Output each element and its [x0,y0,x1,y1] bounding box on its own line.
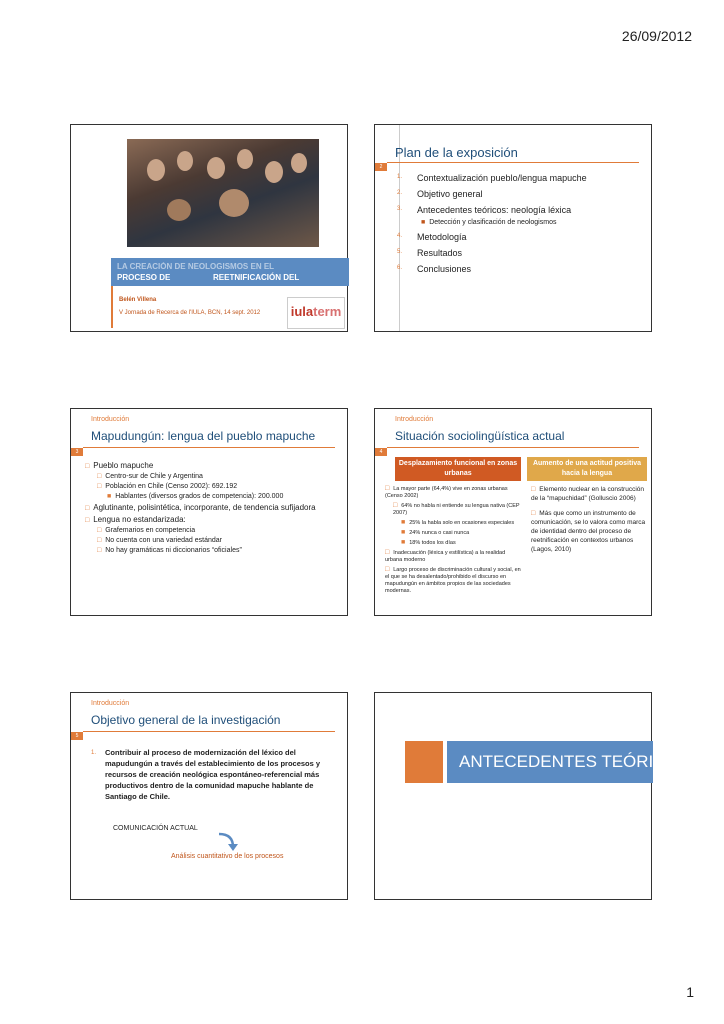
list-item: □ Lengua no estandarizada: [85,515,186,524]
section-title: ANTECEDENTES TEÓRICOS [447,741,653,783]
slide-number: 5 [71,732,83,740]
right-column-header: Aumento de una actitud positiva hacia la lengua [527,457,647,481]
list-item: □ No cuenta con una variedad estándar [97,537,222,544]
slide-title: Situación sociolingüística actual [395,429,565,443]
section-label: Introducción [91,700,130,707]
list-item: 5. Resultados [397,248,463,258]
left-column-list [385,485,523,597]
list-item: ■ 24% nunca o casi nunca [401,529,470,536]
list-item: 4. Metodología [397,232,467,242]
slide-number: 2 [375,163,387,171]
event-name: V Jornada de Recerca de l'IULA, BCN, 14 sept. 2012 [119,310,261,316]
agenda-list [397,173,587,280]
list-item: 3. Antecedentes teóricos: neología léxica [397,205,572,215]
list-item: □ No hay gramáticas ni diccionarios “oficiales” [97,547,242,554]
list-item: □ Grafemarios en competencia [97,527,196,534]
list-item: 1. Contextualización pueblo/lengua mapuche [397,173,587,183]
slide-6-section-header [374,692,691,900]
section-label: Introducción [91,416,130,423]
slide-2-plan [374,124,652,332]
list-item: ■ 18% todos los días [401,539,456,546]
accent-block [405,741,443,783]
print-date: 26/09/2012 [621,28,692,44]
slide-number: 4 [375,448,387,456]
slide-number: 3 [71,448,83,456]
left-column-header: Desplazamiento funcional en zonas urbanas [395,457,521,481]
list-item: □ Población en Chile (Censo 2002): 692.192 [97,483,238,490]
slide-title: Plan de la exposición [395,145,518,160]
slide-title: Objetivo general de la investigación [91,713,281,727]
list-item: 6. Conclusiones [397,264,472,274]
list-item: ■ Hablantes (diversos grados de competencia): 200.000 [107,493,284,500]
curved-arrow-icon [217,831,239,853]
bullet-list [85,461,335,557]
list-item: □ Elemento nuclear en la construcción de la “mapuchidad” (Golluscio 2006) [531,486,645,502]
iulaterm-logo: iulaterm [287,297,345,329]
list-item: □ Centro-sur de Chile y Argentina [97,473,203,480]
analysis-label: Análisis cuantitativo de los procesos [171,853,284,860]
list-item: □ Aglutinante, polisintética, incorporante, de tendencia sufijadora [85,503,316,512]
list-item: □ Pueblo mapuche [85,461,154,470]
list-item: □ Más que como un instrumento de comunicación, se lo valora como marca de identidad dentro del proceso de reetnificación en contextos urbanos (Lagos, 2010) [531,510,646,553]
slide-title: Mapudungún: lengua del pueblo mapuche [91,429,316,443]
list-item: □ Inadecuación (léxica y estilística) a la realidad urbana moderno [385,549,506,563]
list-subitem: ■ Detección y clasificación de neologismos [421,219,557,226]
communication-label: COMUNICACIÓN ACTUAL [113,825,198,832]
slide-5-objective [70,692,348,900]
objective-text: 1. Contribuir al proceso de modernización del léxico del mapudungún a través del establecimiento de los procesos y recursos de creación neológica espontáneo-referencial más productivos dentro de la comunidad mapuche hablante de Santiago de Chile. [91,748,321,801]
slide-3-mapudungun [70,408,348,616]
list-item: □ La mayor parte (64,4%) vive en zonas urbanas (Censo 2002) [385,485,508,499]
presentation-title: LA CREACIÓN DE NEOLOGISMOS EN EL PROCESO DE REETNIFICACIÓN DEL [111,258,349,286]
author-name: Belén Villena [119,297,157,303]
list-item: 2. Objetivo general [397,189,483,199]
slide-1-title [70,124,348,332]
section-label: Introducción [395,416,434,423]
list-item: □ 64% no habla ni entiende su lengua nativa (CEP 2007) [393,502,520,516]
list-item: □ Largo proceso de discriminación cultural y social, en el que se ha desalentado/prohibido el discurso en mapudungún en ámbitos propios de las sociedades modernas. [385,566,521,594]
right-column-list [531,485,649,560]
mapuche-group-photo [127,139,319,247]
list-item: ■ 25% la habla solo en ocasiones especiales [401,519,515,526]
slide-4-sociolinguistic [374,408,652,616]
page-number: 1 [686,984,694,1000]
